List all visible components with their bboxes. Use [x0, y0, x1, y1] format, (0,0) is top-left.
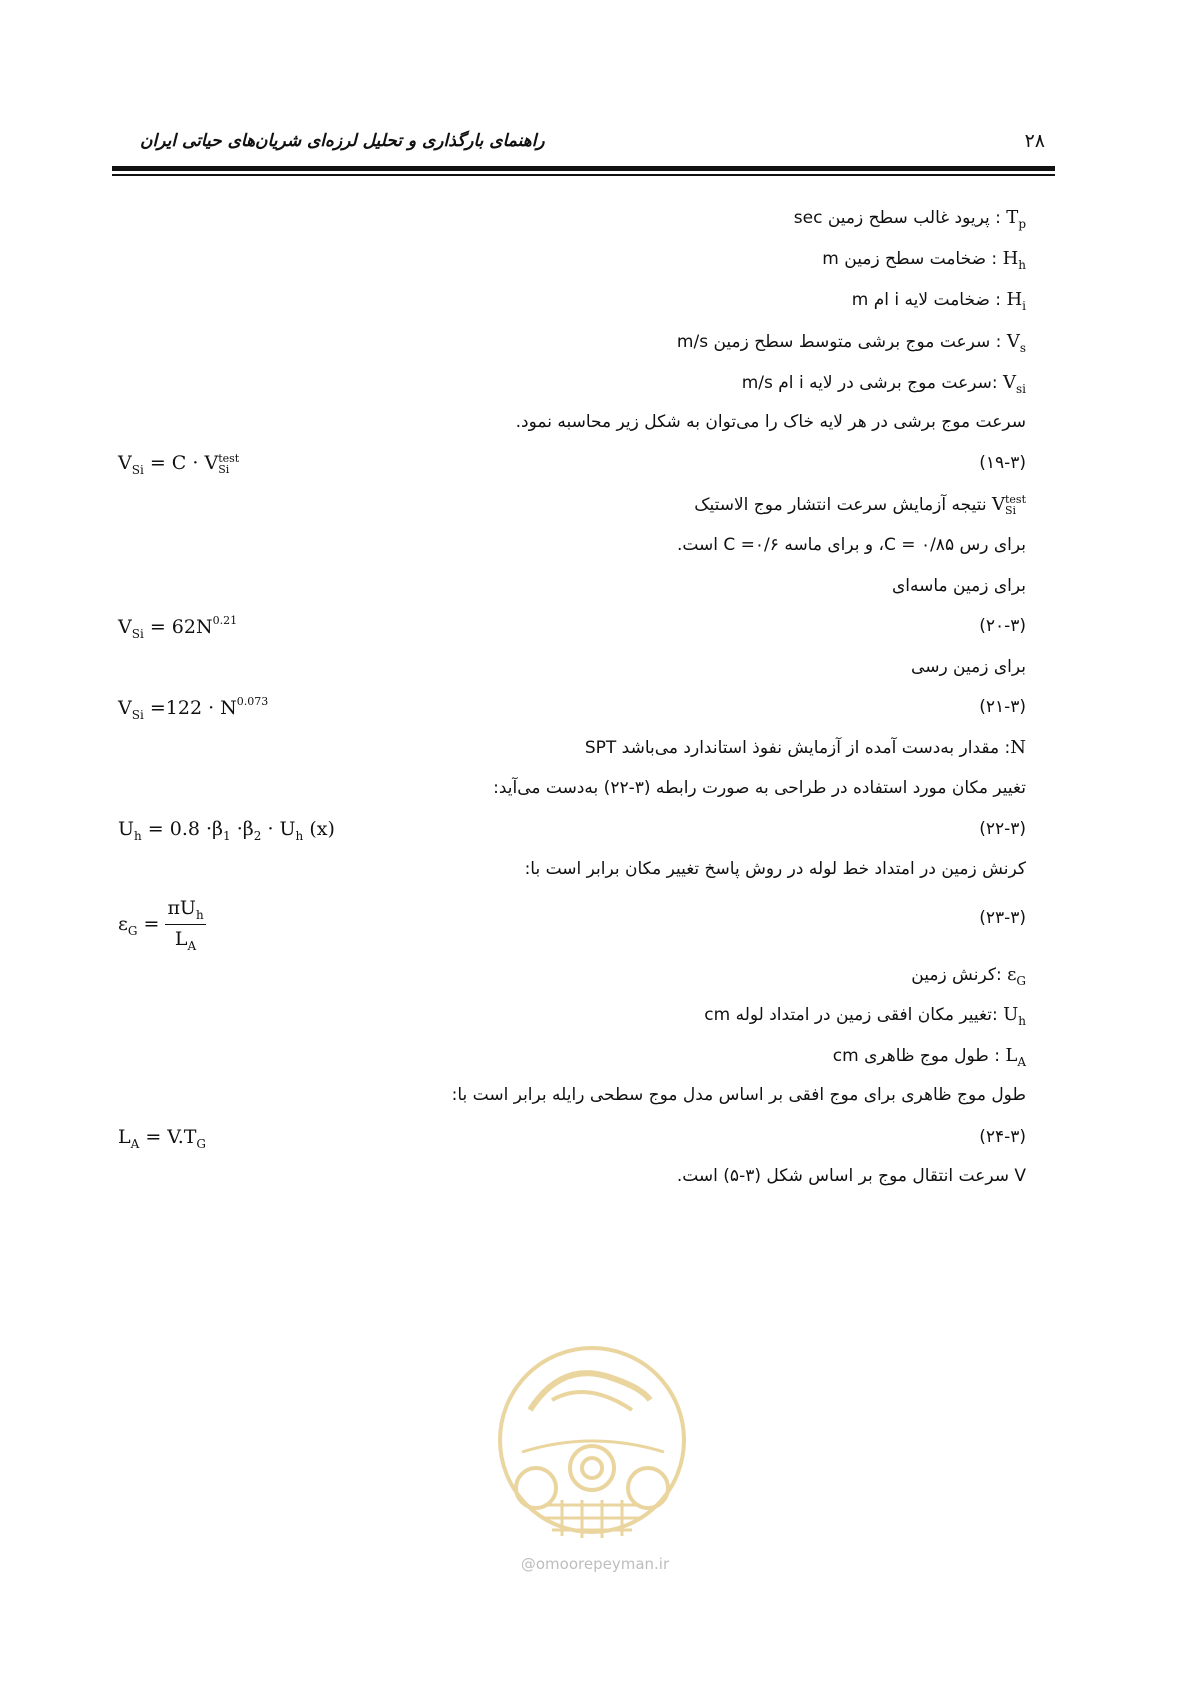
equation-number-23: (۲۳-۳) — [979, 908, 1026, 928]
formula-19: $V_{Si} = C$ · Vtest Si — [118, 452, 240, 477]
definition-vsi: $V_{si}$ :سرعت موج برشی در لایه i ام m/s — [741, 372, 1026, 396]
equation-number-21: (۲۱-۳) — [979, 697, 1026, 717]
label-clay: برای زمین رسی — [911, 657, 1026, 677]
label-sand: برای زمین ماسه‌ای — [891, 576, 1026, 596]
definition-vs: $V_s$ : سرعت موج برشی متوسط سطح زمین m/s — [676, 331, 1026, 355]
definition-tp: $T_p$ : پریود غالب سطح زمین sec — [793, 207, 1026, 231]
paragraph-shear-velocity: سرعت موج برشی در هر لایه خاک را می‌توان به شکل زیر محاسبه نمود. — [515, 412, 1026, 432]
definition-n: N: مقدار به‌دست آمده از آزمایش نفوذ استاندارد می‌باشد SPT — [584, 737, 1026, 758]
symbol-la: $L_A$ — [1005, 1045, 1026, 1069]
symbol-vsi: $V_{si}$ — [1003, 372, 1026, 396]
symbol-eg: $\varepsilon_G$ — [1007, 964, 1026, 988]
equation-number-24: (۲۴-۳) — [979, 1127, 1026, 1147]
paragraph-wave-velocity: V سرعت انتقال موج بر اساس شکل (۳-۵) است. — [676, 1166, 1026, 1186]
paragraph-strain: کرنش زمین در امتداد خط لوله در روش پاسخ تغییر مکان برابر است با: — [524, 859, 1026, 879]
running-header-title: راهنمای بارگذاری و تحلیل لرزه‌ای شریان‌های حیاتی ایران — [140, 131, 545, 151]
formula-20: $V_{Si} = 62N^{0.21}$ — [118, 614, 238, 641]
symbol-vtest: Vtest Si — [992, 493, 1026, 517]
symbol-uh: $U_h$ — [1003, 1004, 1026, 1028]
formula-24: $L_A = V.T_G$ — [118, 1126, 207, 1151]
equation-number-19: (۱۹-۳) — [979, 453, 1026, 473]
definition-hi: $H_i$ : ضخامت لایه i ام m — [851, 289, 1026, 313]
formula-19-test-index: test Si — [218, 452, 240, 476]
equation-number-22: (۲۲-۳) — [979, 819, 1026, 839]
definition-hh: $H_h$ : ضخامت سطح زمین m — [822, 248, 1026, 272]
definition-la: $L_A$ : طول موج ظاهری cm — [832, 1045, 1026, 1069]
symbol-tp: $T_p$ — [1006, 207, 1026, 231]
definition-vtest: Vtest Si نتیجه آزمایش سرعت انتشار موج الاستیک — [694, 493, 1026, 517]
definition-eg: $\varepsilon_G$ :کرنش زمین — [911, 964, 1026, 988]
page-number: ۲۸ — [1024, 130, 1045, 152]
symbol-vs: $V_s$ — [1006, 331, 1026, 355]
c-coefficient-text: برای رس C = ۰/۸۵، و برای ماسه C =۰/۶ است. — [676, 535, 1026, 555]
symbol-hh: $H_h$ — [1002, 248, 1026, 272]
paragraph-displacement: تغییر مکان مورد استفاده در طراحی به صورت رابطه (۳-۲۲) به‌دست می‌آید: — [493, 778, 1026, 798]
symbol-hi: $H_i$ — [1006, 289, 1026, 313]
formula-22: $U_h = 0.8 \cdot\beta_1 \cdot\beta_2 \cdot U_h$ (x) — [118, 818, 335, 843]
equation-number-20: (۲۰-۳) — [979, 616, 1026, 636]
header-rule-thick — [112, 166, 1055, 171]
header-rule-thin — [112, 174, 1055, 176]
definition-uh: $U_h$ :تغییر مکان افقی زمین در امتداد لوله cm — [704, 1004, 1026, 1028]
watermark-site: @omoorepeyman.ir — [520, 1555, 670, 1573]
formula-23-fraction: $\frac{\pi U_h}{L_A}$ — [167, 897, 204, 953]
formula-23: $\varepsilon_G$ = $\frac{\pi U_h}{L_A}$ — [118, 897, 204, 953]
symbol-n: N — [1010, 737, 1026, 758]
watermark-logo — [492, 1340, 692, 1540]
paragraph-apparent-wavelength: طول موج ظاهری برای موج افقی بر اساس مدل موج سطحی رایله برابر است با: — [451, 1085, 1026, 1105]
formula-21: $V_{Si} =122 \cdot N^{0.073}$ — [118, 695, 269, 722]
